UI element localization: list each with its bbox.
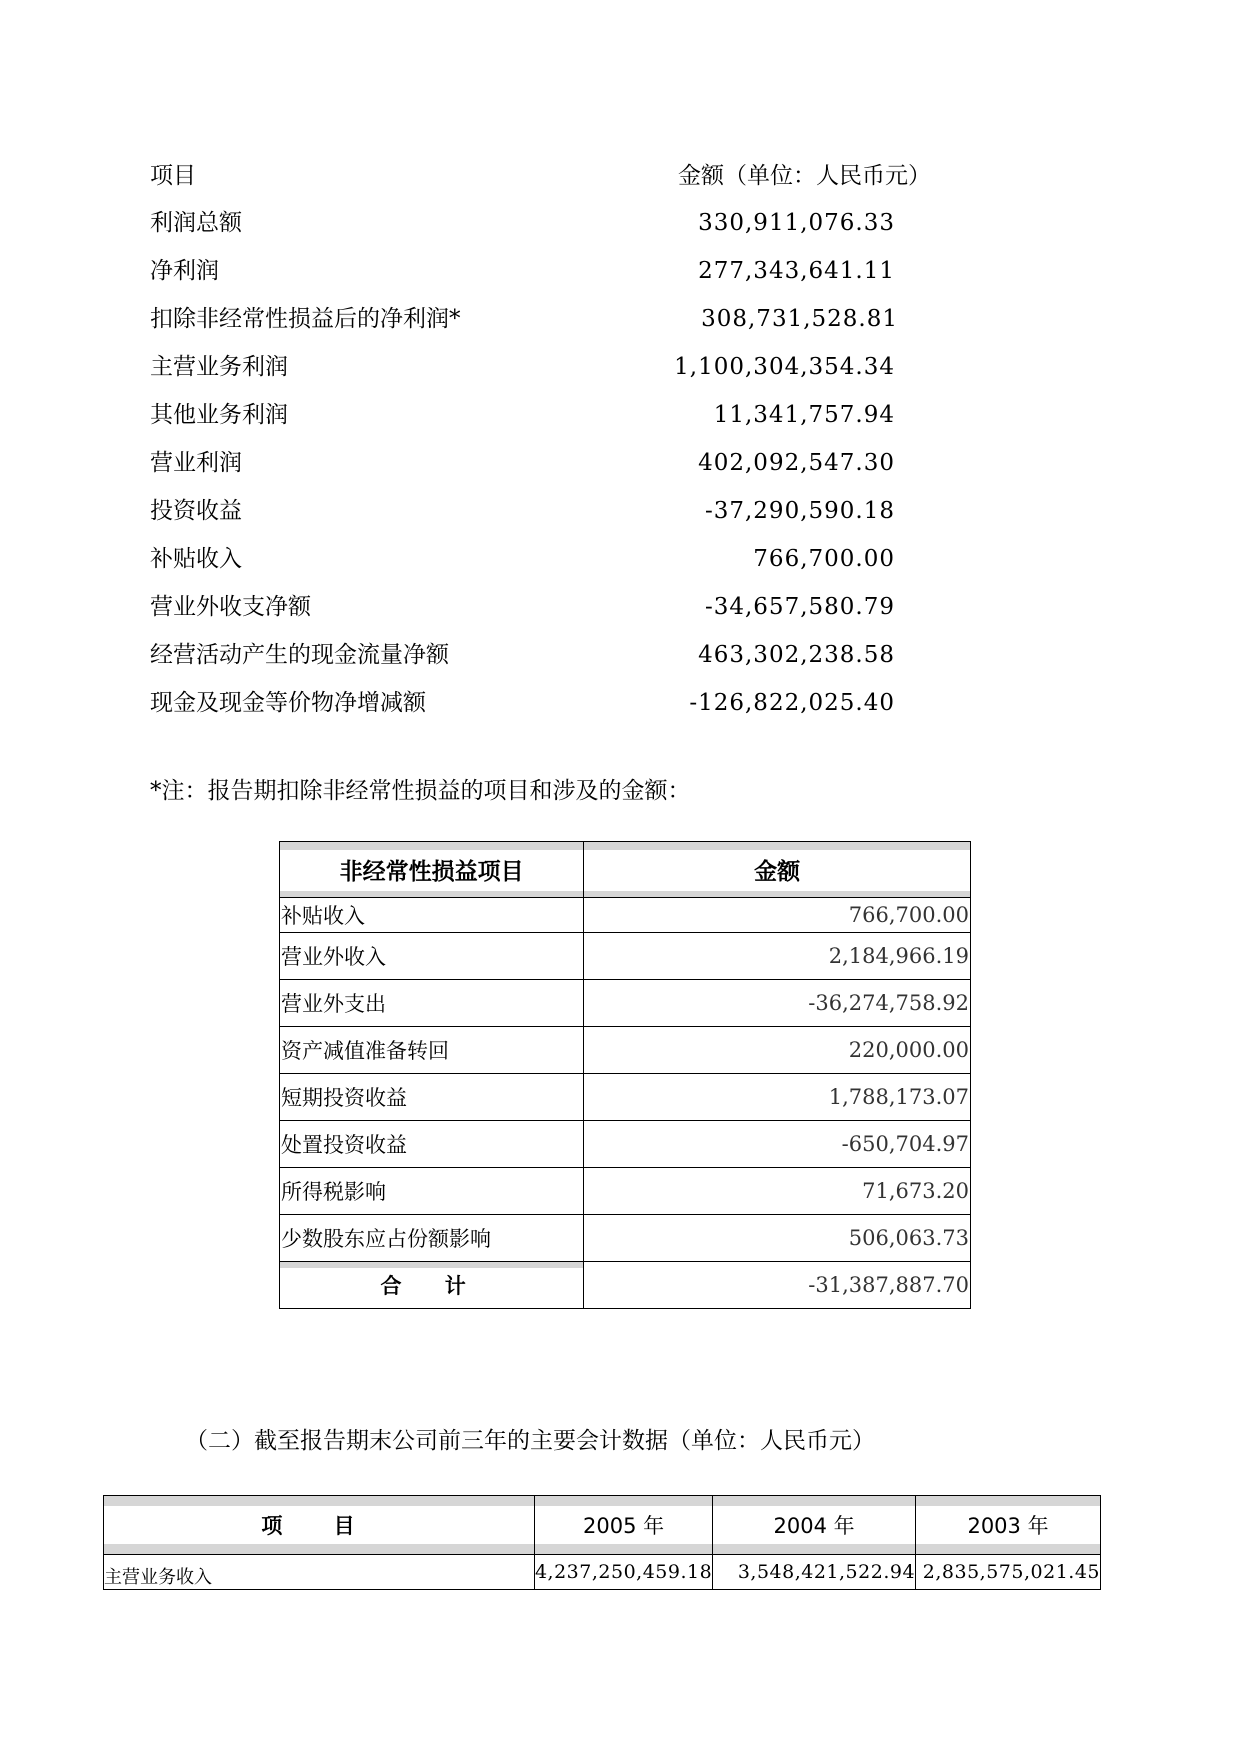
summary-row-label: 营业外收支净额 (150, 594, 311, 620)
summary-row-value: 463,302,238.58 (698, 642, 895, 668)
summary-row (150, 683, 950, 723)
column-header-year: 2005 年 (534, 1496, 712, 1555)
table-cell-label: 短期投资收益 (280, 1074, 584, 1121)
summary-row-label: 利润总额 (150, 210, 242, 236)
table-cell-label: 少数股东应占份额影响 (280, 1215, 584, 1262)
table-cell-amount: 766,700.00 (584, 898, 971, 933)
summary-row-value: 402,092,547.30 (698, 450, 895, 476)
table-cell-label: 处置投资收益 (280, 1121, 584, 1168)
summary-row (150, 635, 950, 675)
summary-row-label: 补贴收入 (150, 546, 242, 572)
summary-row-value: 330,911,076.33 (698, 210, 895, 236)
summary-row (150, 491, 950, 531)
table-cell-amount: 220,000.00 (584, 1027, 971, 1074)
summary-row-value: 11,341,757.94 (713, 402, 895, 428)
table-cell-label: 所得税影响 (280, 1168, 584, 1215)
summary-row-value: -126,822,025.40 (689, 690, 895, 716)
table-header-row (280, 842, 971, 898)
column-header-amount: 金额 (584, 842, 971, 898)
table-row (280, 1074, 971, 1121)
summary-row (150, 347, 950, 387)
table-row (280, 933, 971, 980)
table-cell-amount: 2,184,966.19 (584, 933, 971, 980)
summary-row (150, 539, 950, 579)
table-row (280, 1027, 971, 1074)
summary-row (150, 251, 950, 291)
summary-row-label: 扣除非经常性损益后的净利润* (150, 306, 461, 332)
summary-row-label: 其他业务利润 (150, 402, 288, 428)
summary-row (150, 443, 950, 483)
table-header-row (104, 1496, 1101, 1555)
table-total-row (280, 1262, 971, 1309)
column-header-item: 项 目 (104, 1496, 535, 1555)
summary-row-label: 营业利润 (150, 450, 242, 476)
table-cell-label: 资产减值准备转回 (280, 1027, 584, 1074)
total-amount: -31,387,887.70 (584, 1262, 971, 1309)
table-cell-label: 营业外支出 (280, 980, 584, 1027)
table-cell-amount: -650,704.97 (584, 1121, 971, 1168)
column-header-year: 2004 年 (713, 1496, 916, 1555)
table-row (280, 1215, 971, 1262)
table-cell-value: 3,548,421,522.94 (713, 1555, 916, 1590)
summary-row-value: 277,343,641.11 (698, 258, 895, 284)
summary-row-label: 净利润 (150, 258, 219, 284)
section-title: （二）截至报告期末公司前三年的主要会计数据（单位：人民币元） (185, 1428, 875, 1454)
summary-row (150, 395, 950, 435)
table-row (280, 1121, 971, 1168)
table-cell-label: 主营业务收入 (104, 1555, 535, 1590)
three-year-data-table (103, 1495, 1101, 1590)
table-cell-value: 4,237,250,459.18 (534, 1555, 712, 1590)
table-cell-amount: -36,274,758.92 (584, 980, 971, 1027)
summary-row-label: 主营业务利润 (150, 354, 288, 380)
summary-row (150, 299, 950, 339)
table-cell-label: 补贴收入 (280, 898, 584, 933)
summary-row-label: 投资收益 (150, 498, 242, 524)
table-cell-label: 营业外收入 (280, 933, 584, 980)
summary-header-label: 项目 (150, 163, 196, 189)
table-row (280, 898, 971, 933)
summary-header-value: 金额（单位：人民币元） (678, 163, 931, 189)
table-row (280, 980, 971, 1027)
summary-row-value: 308,731,528.81 (701, 306, 898, 332)
nonrecurring-items-table (279, 841, 971, 1309)
summary-row-label: 现金及现金等价物净增减额 (150, 690, 426, 716)
table-cell-amount: 1,788,173.07 (584, 1074, 971, 1121)
table-cell-amount: 506,063.73 (584, 1215, 971, 1262)
summary-row-value: 1,100,304,354.34 (674, 354, 895, 380)
table-row (280, 1168, 971, 1215)
table-cell-value: 2,835,575,021.45 (916, 1555, 1101, 1590)
summary-row-value: -37,290,590.18 (704, 498, 895, 524)
summary-row (150, 203, 950, 243)
summary-header-row (150, 156, 950, 196)
summary-row-label: 经营活动产生的现金流量净额 (150, 642, 449, 668)
summary-row-value: 766,700.00 (753, 546, 895, 572)
table-row (104, 1555, 1101, 1590)
column-header-year: 2003 年 (916, 1496, 1101, 1555)
footnote: *注：报告期扣除非经常性损益的项目和涉及的金额： (150, 778, 691, 804)
column-header-item: 非经常性损益项目 (280, 842, 584, 898)
total-label: 合 计 (280, 1262, 584, 1309)
table-cell-amount: 71,673.20 (584, 1168, 971, 1215)
summary-row-value: -34,657,580.79 (704, 594, 895, 620)
summary-row (150, 587, 950, 627)
